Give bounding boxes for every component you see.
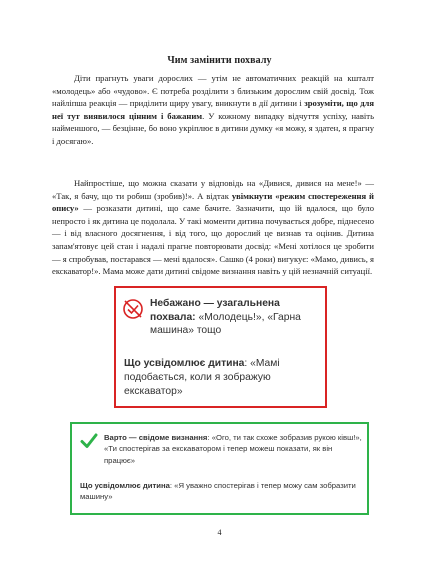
conscious-child-awareness-text: : «Я уважно спостерігав і тепер можу сам зобразити машину» bbox=[80, 481, 356, 502]
conscious-child-awareness-label: Що усвідомлює дитина bbox=[80, 481, 170, 490]
paragraph-2-bold: увімкнути «режим спостереження й опису» bbox=[52, 190, 374, 214]
crossed-out-check-icon bbox=[122, 298, 144, 320]
paragraph-2-text-a: Найпростіше, що можна сказати у відповідь на «Дивися, дивися на мене!» — «Так, я бачу, що ти робиш (зробив)!». А відтак bbox=[52, 178, 374, 201]
paragraph-1-bold: зрозуміти, що для неї тут виявилося цінним і бажаним bbox=[52, 98, 375, 121]
undesirable-praise-examples: «Молодець!», «Гарна машина» тощо bbox=[150, 311, 301, 336]
page-number: 4 bbox=[217, 528, 222, 537]
undesirable-child-awareness-label: Що усвідомлює дитина bbox=[124, 358, 245, 369]
paragraph-2 bbox=[52, 177, 374, 278]
paragraph-1-text-b: . У кожному випадку відчуття успіху, навіть найменшого, — безцінне, бо воно укріплює в дитини думку «я можу, я здатен, я прагну і досягаю». bbox=[52, 110, 374, 146]
paragraph-2-text-b: — розказати дитині, що саме бачите. Зазначити, що їй вдалося, що було непросто і як дитина це подолала. У такі моменти дитина почувається добре, піднесено — і від власного досягнення, і від того, що дорослий це визнав та оцінив. Дитина запам'ятовує цей стан і надалі прагне повторювати досвід: «Мені хотілося це зробити — я спробував, постарався — мені вдалося». Сашко (4 роки) вигукує: «Мамо, дивись, я екскаватор!». Мама може дати дитині свідоме визнання навіть у цій незначній ситуації. bbox=[52, 203, 374, 277]
conscious-recognition-heading bbox=[104, 432, 364, 466]
conscious-recognition-box bbox=[70, 422, 369, 515]
undesirable-praise-box bbox=[114, 286, 327, 408]
undesirable-child-awareness bbox=[124, 357, 324, 399]
conscious-child-awareness bbox=[80, 480, 360, 503]
conscious-recognition-label: Варто — свідоме визнання bbox=[104, 433, 208, 442]
conscious-recognition-examples: : «Ого, ти так схоже зобразив рукою ківш!», «Ти спостерігав за екскаватором і тепер можеш показати, як він працює» bbox=[104, 433, 362, 465]
page-title: Чим замінити похвалу bbox=[167, 55, 272, 66]
check-icon bbox=[80, 432, 98, 450]
undesirable-child-awareness-text: : «Мамі подобається, коли я зображую екскаватор» bbox=[124, 358, 280, 397]
paragraph-1 bbox=[52, 72, 374, 148]
undesirable-praise-label: Небажано — узагальнена похвала: bbox=[150, 298, 280, 323]
undesirable-praise-heading bbox=[150, 297, 322, 338]
paragraph-1-text-a: Діти прагнуть уваги дорослих — утім не автоматичних реакцій на кшталт «молодець» або «чудово». Є потреба розділити з близьким дорослим свій досвід. Тож найліпша реакція — приділити щиру увагу, вникнути в дії дитини і bbox=[52, 73, 374, 109]
